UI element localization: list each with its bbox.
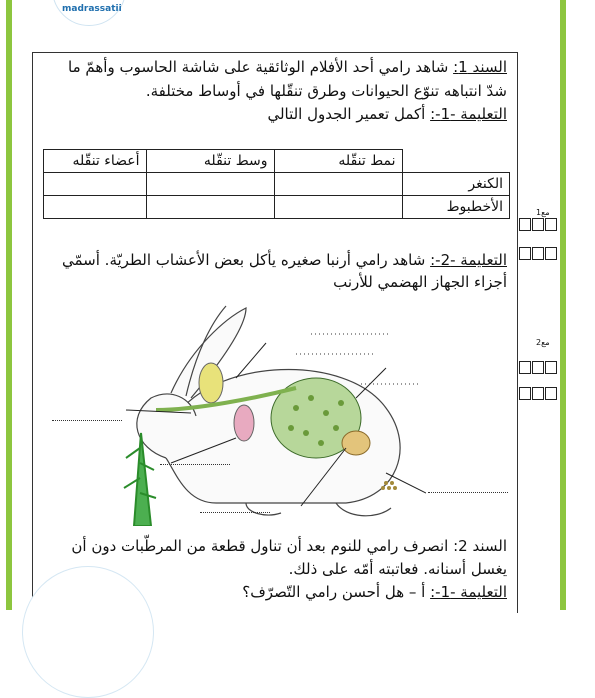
- sanad2-line2: يغسل أسنانه. فعاتبته أمّه على ذلك.: [288, 560, 507, 578]
- score-box[interactable]: [532, 218, 544, 231]
- score-box[interactable]: [532, 247, 544, 260]
- sanad2-line1: السند 2: انصرف رامي للنوم بعد أن تناول قطعة من المرطّبات دون أن: [71, 537, 507, 555]
- locomotion-table: [43, 149, 510, 219]
- table-header-cell: وسط تنقّله: [146, 150, 274, 173]
- answer-line[interactable]: [200, 512, 270, 513]
- score-boxes-4: [519, 387, 558, 400]
- answer-line[interactable]: [52, 420, 122, 421]
- sanad1-line2: شدّ انتباهه تنوّع الحيوانات وطرق تنقّلها في أوساط مختلفة.: [145, 82, 507, 100]
- score-boxes-1: [519, 218, 558, 231]
- table-cell-input[interactable]: [44, 173, 147, 196]
- score-box[interactable]: [519, 361, 531, 374]
- question2-line: [62, 249, 507, 271]
- sanad1-line1: [68, 56, 507, 78]
- table-row: [44, 173, 510, 196]
- table-cell-input[interactable]: [146, 173, 274, 196]
- right-green-border: [560, 0, 566, 610]
- table-cell-input[interactable]: [274, 173, 402, 196]
- score-box[interactable]: [532, 361, 544, 374]
- q2-label: التعليمة -2-:: [430, 251, 507, 269]
- score-box[interactable]: [545, 218, 557, 231]
- answer-line[interactable]: [428, 492, 508, 493]
- score-box[interactable]: [519, 247, 531, 260]
- table-header-cell: نمط تنقّله: [274, 150, 402, 173]
- score-box[interactable]: [545, 361, 557, 374]
- question1-line: [267, 103, 507, 125]
- watermark-circle: [22, 566, 154, 698]
- table-cell-input[interactable]: [274, 196, 402, 219]
- rabbit-digestive-diagram: [96, 298, 426, 526]
- question3-line: [242, 581, 507, 603]
- table-cell-input[interactable]: [146, 196, 274, 219]
- table-row: [44, 196, 510, 219]
- q2-text: شاهد رامي أرنبا صغيره يأكل بعض الأعشاب الطريّة. أسمّي: [62, 251, 431, 269]
- score-box[interactable]: [519, 218, 531, 231]
- sanad1-label: السند 1:: [453, 58, 507, 76]
- sanad1-text: شاهد رامي أحد الأفلام الوثائقية على شاشة الحاسوب وأهمّ ما: [68, 58, 454, 76]
- table-header-row: [44, 150, 510, 173]
- table-cell-animal: الأخطبوط: [402, 196, 510, 219]
- table-cell-animal: الكنغر: [402, 173, 510, 196]
- score-boxes-2: [519, 247, 558, 260]
- score-box[interactable]: [545, 387, 557, 400]
- q3-text: أ – هل أحسن رامي التّصرّف؟: [242, 583, 431, 601]
- site-logo-text: madrassatii: [62, 4, 122, 14]
- q3-label: التعليمة -1-:: [430, 583, 507, 601]
- q1-label: التعليمة -1-:: [430, 105, 507, 123]
- answer-line[interactable]: [160, 464, 230, 465]
- score-box[interactable]: [532, 387, 544, 400]
- q1-text: أكمل تعمير الجدول التالي: [267, 105, 431, 123]
- score-box[interactable]: [519, 387, 531, 400]
- table-cell-input[interactable]: [44, 196, 147, 219]
- score-box[interactable]: [545, 247, 557, 260]
- criterion-label-1: مع1: [536, 208, 550, 217]
- question2-line2: أجزاء الجهاز الهضمي للأرنب: [333, 273, 507, 291]
- criterion-label-2: مع2: [536, 338, 550, 347]
- score-boxes-3: [519, 361, 558, 374]
- table-corner-cell: [402, 150, 510, 173]
- left-green-border: [6, 0, 12, 610]
- table-header-cell: أعضاء تنقّله: [44, 150, 147, 173]
